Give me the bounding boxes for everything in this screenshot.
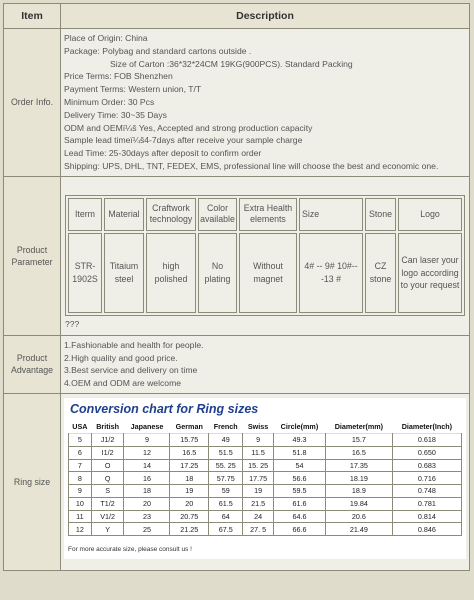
ring-size-column-header: Japanese <box>130 421 164 431</box>
param-header-iterm: Iterm <box>68 198 102 231</box>
ring-size-row <box>69 497 462 510</box>
param-header-stone: Stone <box>365 198 396 231</box>
order-info-line: Shipping: UPS, DHL, TNT, FEDEX, EMS, professional line will choose the best and economic one. <box>64 160 439 171</box>
product-advantage-label: Product Advantage <box>4 335 61 393</box>
ring-size-cell: 6 <box>69 446 92 459</box>
ring-size-cell: 61.6 <box>273 497 325 510</box>
product-info-table <box>3 3 470 571</box>
ring-size-column-header: USA <box>72 421 88 431</box>
ring-size-cell: 0.814 <box>392 510 461 523</box>
ring-size-cell: 17.25 <box>170 459 209 472</box>
ring-size-cell: 27. 5 <box>243 523 273 536</box>
description-header: Description <box>61 4 470 29</box>
ring-size-cell: T1/2 <box>91 497 124 510</box>
ring-size-cell: 55. 25 <box>209 459 243 472</box>
ring-size-cell: 20.75 <box>170 510 209 523</box>
ring-size-cell: 9 <box>69 485 92 498</box>
ring-size-cell: 17.75 <box>243 472 273 485</box>
ring-size-row <box>69 485 462 498</box>
ring-size-row <box>69 459 462 472</box>
ring-size-column-header: Circle(mm) <box>280 421 319 431</box>
ring-size-cell: 16 <box>124 472 170 485</box>
ring-size-cell: 19.84 <box>326 497 393 510</box>
ring-size-cell: 61.5 <box>209 497 243 510</box>
ring-size-cell: 5 <box>69 433 92 446</box>
ring-size-cell: 10 <box>69 497 92 510</box>
ring-size-cell: I1/2 <box>91 446 124 459</box>
header-row <box>4 4 470 29</box>
product-parameter-label: Product Parameter <box>4 176 61 335</box>
ring-size-cell: 54 <box>273 459 325 472</box>
product-parameter-cell <box>61 176 470 335</box>
ring-size-label: Ring size <box>4 393 61 570</box>
ring-size-cell: 59.5 <box>273 485 325 498</box>
order-info-row <box>4 29 470 177</box>
ring-size-cell: 21.49 <box>326 523 393 536</box>
ring-size-cell: J1/2 <box>91 433 124 446</box>
ring-size-header-row <box>69 420 462 434</box>
ring-size-cell: 11 <box>69 510 92 523</box>
order-info-description <box>61 29 470 177</box>
ring-size-cell: 59 <box>209 485 243 498</box>
ring-size-column-header: German <box>175 421 203 431</box>
ring-size-cell: 16.5 <box>326 446 393 459</box>
ring-size-cell: 0.650 <box>392 446 461 459</box>
param-value-material: Titaium steel <box>104 233 144 313</box>
ring-size-cell: 23 <box>124 510 170 523</box>
ring-size-cell: O <box>91 459 124 472</box>
advantage-line: 4.OEM and ODM are welcome <box>64 378 182 389</box>
ring-size-cell: 20 <box>170 497 209 510</box>
param-value-size: 4# -- 9# 10#---13 # <box>299 233 363 313</box>
ring-size-cell: 15.7 <box>326 433 393 446</box>
item-header: Item <box>4 4 61 29</box>
ring-size-cell: 0.781 <box>392 497 461 510</box>
parameter-header-row <box>68 198 462 231</box>
param-header-extra-health: Extra Health elements <box>239 198 297 231</box>
ring-size-note: For more accurate size, please consult us ! <box>68 546 192 554</box>
ring-size-cell: 21.25 <box>170 523 209 536</box>
ring-size-column-header: Swiss <box>247 421 269 431</box>
param-value-iterm: STR-1902S <box>68 233 102 313</box>
param-header-material: Material <box>104 198 144 231</box>
ring-size-cell: 12 <box>69 523 92 536</box>
ring-size-cell: 8 <box>69 472 92 485</box>
order-info-line: Size of Carton :36*32*24CM 19KG(900PCS). Standard Packing <box>110 58 353 69</box>
ring-size-cell: 20.6 <box>326 510 393 523</box>
ring-size-cell: 51.8 <box>273 446 325 459</box>
order-info-line: Price Terms: FOB Shenzhen <box>64 71 173 82</box>
ring-size-cell: 19 <box>243 485 273 498</box>
product-parameter-row <box>4 176 470 335</box>
ring-size-cell: 0.683 <box>392 459 461 472</box>
ring-size-cell: 14 <box>124 459 170 472</box>
ring-size-cell: 67.5 <box>209 523 243 536</box>
product-advantage-row <box>4 335 470 393</box>
ring-size-cell: 18.19 <box>326 472 393 485</box>
ring-size-cell: 64 <box>209 510 243 523</box>
ring-size-cell: 66.6 <box>273 523 325 536</box>
order-info-label: Order Info. <box>4 29 61 177</box>
param-value-color: No plating <box>198 233 237 313</box>
ring-size-row <box>4 393 470 570</box>
ring-size-cell: Q <box>91 472 124 485</box>
param-value-craftwork: high polished <box>146 233 196 313</box>
ring-size-cell: 24 <box>243 510 273 523</box>
ring-size-cell: 25 <box>124 523 170 536</box>
ring-size-row <box>69 446 462 459</box>
param-header-logo: Logo <box>398 198 462 231</box>
product-advantage-description <box>61 335 470 393</box>
order-info-line: Place of Origin: China <box>64 33 148 43</box>
advantage-line: 2.High quality and good price. <box>64 352 178 363</box>
ring-size-cell: 64.6 <box>273 510 325 523</box>
ring-size-cell: 56.6 <box>273 472 325 485</box>
ring-size-cell: 57.75 <box>209 472 243 485</box>
ring-size-cell: 15. 25 <box>243 459 273 472</box>
param-value-logo: Can laser your logo according to your request <box>398 233 462 313</box>
ring-size-cell: Y <box>91 523 124 536</box>
ring-size-column-header: British <box>96 421 119 431</box>
ring-size-cell: 9 <box>124 433 170 446</box>
param-header-color: Color available <box>198 198 237 231</box>
ring-size-cell: 15.75 <box>170 433 209 446</box>
ring-size-cell: S <box>91 485 124 498</box>
order-info-line: Minimum Order: 30 Pcs <box>64 96 155 107</box>
parameter-value-row <box>68 233 462 313</box>
ring-size-column-header: French <box>213 421 238 431</box>
order-info-line: ODM and OEMï¼š Yes, Accepted and strong production capacity <box>64 122 313 133</box>
parameter-footnote: ??? <box>65 318 80 329</box>
param-header-size: Size <box>299 198 363 231</box>
param-value-stone: CZ stone <box>365 233 396 313</box>
ring-size-cell: 0.618 <box>392 433 461 446</box>
ring-size-body <box>69 433 462 535</box>
advantage-line: 1.Fashionable and health for people. <box>64 339 204 350</box>
order-info-line: Sample lead timeï¼š4-7days after receive your sample charge <box>64 135 303 146</box>
ring-size-chart <box>64 398 466 559</box>
ring-size-row <box>69 523 462 536</box>
ring-size-cell: 11.5 <box>243 446 273 459</box>
ring-size-cell: 51.5 <box>209 446 243 459</box>
ring-size-cell: 49.3 <box>273 433 325 446</box>
ring-size-row <box>69 433 462 446</box>
ring-size-table <box>68 420 462 536</box>
ring-size-cell: 9 <box>243 433 273 446</box>
ring-size-row <box>69 510 462 523</box>
order-info-line: Payment Terms: Western union, T/T <box>64 84 202 95</box>
ring-size-cell: 18 <box>170 472 209 485</box>
parameter-table <box>65 195 465 316</box>
ring-size-cell: 0.748 <box>392 485 461 498</box>
ring-size-column-header: Diameter(Inch) <box>401 421 453 431</box>
ring-size-row <box>69 472 462 485</box>
ring-size-cell: 17.35 <box>326 459 393 472</box>
ring-size-cell: 19 <box>170 485 209 498</box>
ring-size-cell: 12 <box>124 446 170 459</box>
order-info-line: Lead Time: 25-30days after deposit to confirm order <box>64 148 262 159</box>
ring-size-cell: 7 <box>69 459 92 472</box>
ring-size-column-header: Diameter(mm) <box>334 421 384 431</box>
ring-size-cell: 0.846 <box>392 523 461 536</box>
ring-size-cell: 0.716 <box>392 472 461 485</box>
ring-size-cell: 49 <box>209 433 243 446</box>
param-header-craftwork: Craftwork technology <box>146 198 196 231</box>
ring-size-cell: 16.5 <box>170 446 209 459</box>
order-info-line: Package: Polybag and standard cartons outside . <box>64 45 252 56</box>
ring-size-cell <box>61 393 470 570</box>
ring-size-cell: V1/2 <box>91 510 124 523</box>
ring-size-chart-title: Conversion chart for Ring sizes <box>70 401 259 416</box>
advantage-line: 3.Best service and delivery on time <box>64 365 198 376</box>
param-value-extra-health: Without magnet <box>239 233 297 313</box>
ring-size-cell: 18.9 <box>326 485 393 498</box>
ring-size-cell: 20 <box>124 497 170 510</box>
ring-size-cell: 21.5 <box>243 497 273 510</box>
ring-size-cell: 18 <box>124 485 170 498</box>
order-info-line: Delivery Time: 30~35 Days <box>64 109 167 120</box>
